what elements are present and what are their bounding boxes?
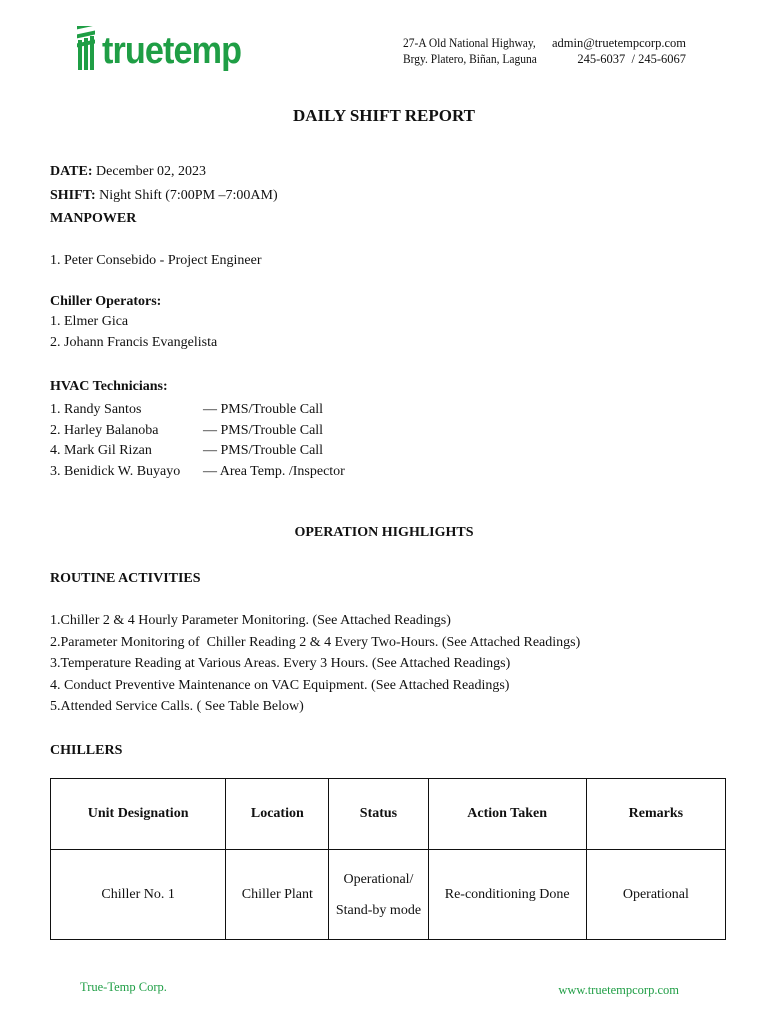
chiller-operator-item: 2. Johann Francis Evangelista bbox=[50, 335, 218, 350]
footer-website-link[interactable]: www.truetempcorp.com bbox=[558, 983, 679, 997]
chiller-operators-heading: Chiller Operators: bbox=[50, 294, 162, 309]
chillers-table bbox=[50, 778, 726, 940]
technician-role: — Area Temp. /Inspector bbox=[203, 463, 345, 479]
hvac-technicians-heading: HVAC Technicians: bbox=[50, 379, 168, 394]
company-contact bbox=[552, 35, 686, 67]
date-value: December 02, 2023 bbox=[92, 164, 207, 179]
routine-item: 5.Attended Service Calls. ( See Table Below) bbox=[50, 699, 304, 714]
footer-company: True-Temp Corp. bbox=[80, 980, 167, 994]
chiller-operator-item: 1. Elmer Gica bbox=[50, 314, 129, 329]
hvac-technicians-list bbox=[50, 400, 345, 482]
company-logo bbox=[74, 22, 257, 70]
technician-row bbox=[50, 400, 345, 421]
technician-role: — PMS/Trouble Call bbox=[203, 422, 324, 438]
routine-item: 1.Chiller 2 & 4 Hourly Parameter Monitoring. (See Attached Readings) bbox=[50, 613, 451, 628]
technician-name: 2. Harley Balanoba bbox=[50, 422, 159, 438]
technician-name: 4. Mark Gil Rizan bbox=[50, 443, 152, 458]
table-header-row bbox=[51, 779, 726, 850]
date-label: DATE: bbox=[50, 164, 93, 179]
technician-row bbox=[50, 462, 345, 483]
table-row bbox=[51, 850, 726, 940]
routine-item: 3.Temperature Reading at Various Areas. Every 3 Hours. (See Attached Readings) bbox=[50, 656, 511, 671]
routine-activities-list bbox=[50, 610, 580, 718]
phone-numbers: 245-6037 / 245-6067 bbox=[577, 52, 686, 66]
routine-activities-heading: ROUTINE ACTIVITIES bbox=[50, 571, 201, 586]
status-line-1: Operational/ bbox=[343, 871, 414, 887]
operation-highlights-heading: OPERATION HIGHLIGHTS bbox=[294, 525, 474, 540]
chillers-heading: CHILLERS bbox=[50, 743, 123, 758]
column-header-action: Action Taken bbox=[428, 779, 586, 850]
report-title: DAILY SHIFT REPORT bbox=[292, 106, 476, 125]
routine-item: 2.Parameter Monitoring of Chiller Reading 2 & 4 Every Two-Hours. (See Attached Readings) bbox=[50, 634, 581, 650]
cell-unit: Chiller No. 1 bbox=[51, 850, 226, 940]
column-header-unit: Unit Designation bbox=[51, 779, 226, 850]
column-header-status: Status bbox=[329, 779, 428, 850]
address-line-2: Brgy. Platero, Biñan, Laguna bbox=[403, 52, 537, 66]
brand-name: truetemp bbox=[102, 30, 242, 72]
technician-role: — PMS/Trouble Call bbox=[203, 443, 324, 458]
manpower-heading: MANPOWER bbox=[50, 211, 137, 226]
date-line bbox=[50, 162, 206, 182]
column-header-remarks: Remarks bbox=[586, 779, 725, 850]
cell-action: Re-conditioning Done bbox=[428, 850, 586, 940]
shift-value: Night Shift (7:00PM –7:00AM) bbox=[95, 188, 278, 203]
cell-remarks: Operational bbox=[586, 850, 725, 940]
cell-status bbox=[329, 850, 428, 940]
technician-name: 3. Benidick W. Buyayo bbox=[50, 463, 181, 479]
email-link[interactable]: admin@truetempcorp.com bbox=[551, 36, 686, 50]
address-line-1: 27-A Old National Highway, bbox=[403, 36, 536, 50]
status-line-2: Stand-by mode bbox=[335, 902, 422, 918]
column-header-location: Location bbox=[226, 779, 329, 850]
shift-line bbox=[50, 186, 278, 206]
technician-name: 1. Randy Santos bbox=[50, 402, 142, 417]
logo-mark-icon bbox=[74, 26, 98, 70]
routine-item: 4. Conduct Preventive Maintenance on VAC Equipment. (See Attached Readings) bbox=[50, 677, 510, 693]
cell-location: Chiller Plant bbox=[226, 850, 329, 940]
company-address bbox=[403, 35, 537, 67]
technician-row bbox=[50, 421, 345, 442]
engineer-entry: 1. Peter Consebido - Project Engineer bbox=[50, 253, 262, 268]
technician-row bbox=[50, 441, 345, 462]
technician-role: — PMS/Trouble Call bbox=[203, 402, 324, 417]
shift-label: SHIFT: bbox=[50, 188, 96, 203]
